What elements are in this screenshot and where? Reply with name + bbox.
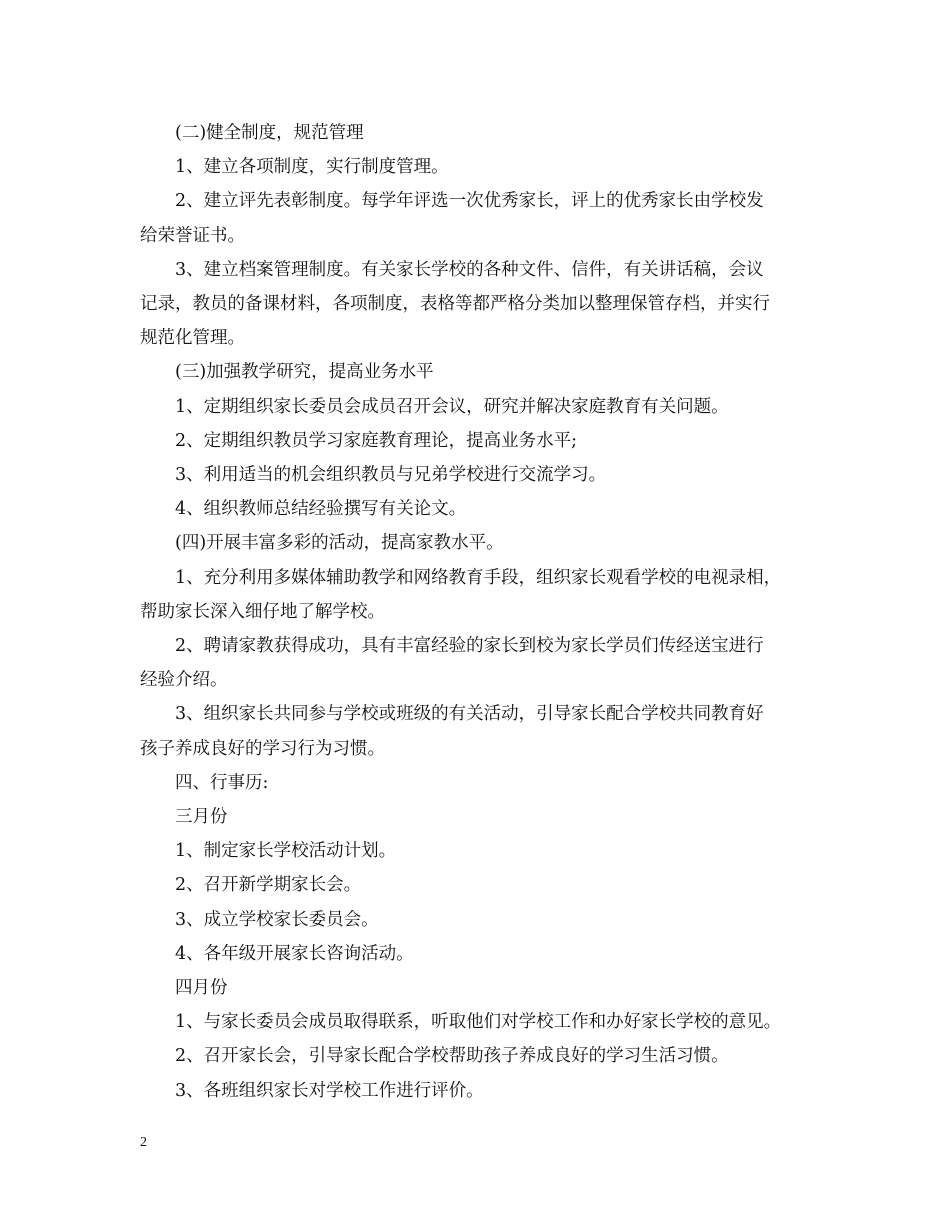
- paragraph: 1、与家长委员会成员取得联系，听取他们对学校工作和办好家长学校的意见。: [175, 1012, 782, 1033]
- paragraph: 3、利用适当的机会组织教员与兄弟学校进行交流学习。: [175, 465, 607, 486]
- paragraph: 2、建立评先表彰制度。每学年评选一次优秀家长，评上的优秀家长由学校发 给荣誉证书。: [140, 191, 764, 246]
- paragraph: 1、建立各项制度，实行制度管理。: [175, 157, 449, 178]
- paragraph: 3、建立档案管理制度。有关家长学校的各种文件、信件，有关讲话稿，会议 记录，教员的备课材料，各项制度，表格等都严格分类加以整理保管存档，并实行 规范化管理。: [140, 259, 770, 349]
- paragraph: 三月份: [175, 807, 228, 828]
- paragraph: (四)开展丰富多彩的活动，提高家教水平。: [175, 533, 504, 554]
- paragraph: 2、召开家长会，引导家长配合学校帮助孩子养成良好的学习生活习惯。: [175, 1046, 729, 1067]
- paragraph: 1、充分利用多媒体辅助教学和网络教育手段，组织家长观看学校的电视录相， 帮助家长深入细仔地了解学校。: [140, 567, 782, 622]
- paragraph: (二)健全制度，规范管理: [175, 123, 364, 143]
- paragraph: 四月份: [175, 978, 228, 999]
- paragraph: 3、成立学校家长委员会。: [175, 909, 379, 930]
- paragraph: 1、制定家长学校活动计划。: [175, 841, 397, 862]
- document-body: [140, 116, 820, 1108]
- paragraph: 2、定期组织教员学习家庭教育理论，提高业务水平;: [175, 430, 578, 451]
- paragraph: 2、聘请家教获得成功，具有丰富经验的家长到校为家长学员们传经送宝进行 经验介绍。: [140, 636, 764, 691]
- paragraph: 3、各班组织家长对学校工作进行评价。: [175, 1080, 484, 1101]
- paragraph: 1、定期组织家长委员会成员召开会议，研究并解决家庭教育有关问题。: [175, 396, 729, 417]
- paragraph: 2、召开新学期家长会。: [175, 875, 362, 896]
- paragraph: 3、组织家长共同参与学校或班级的有关活动，引导家长配合学校共同教育好 孩子养成良好的学习行为习惯。: [140, 704, 764, 759]
- paragraph: 四、行事历:: [175, 772, 269, 793]
- page-number: 2: [140, 1135, 147, 1150]
- paragraph: (三)加强教学研究，提高业务水平: [175, 362, 434, 383]
- paragraph: 4、各年级开展家长咨询活动。: [175, 943, 414, 964]
- paragraph: 4、组织教师总结经验撰写有关论文。: [175, 499, 467, 520]
